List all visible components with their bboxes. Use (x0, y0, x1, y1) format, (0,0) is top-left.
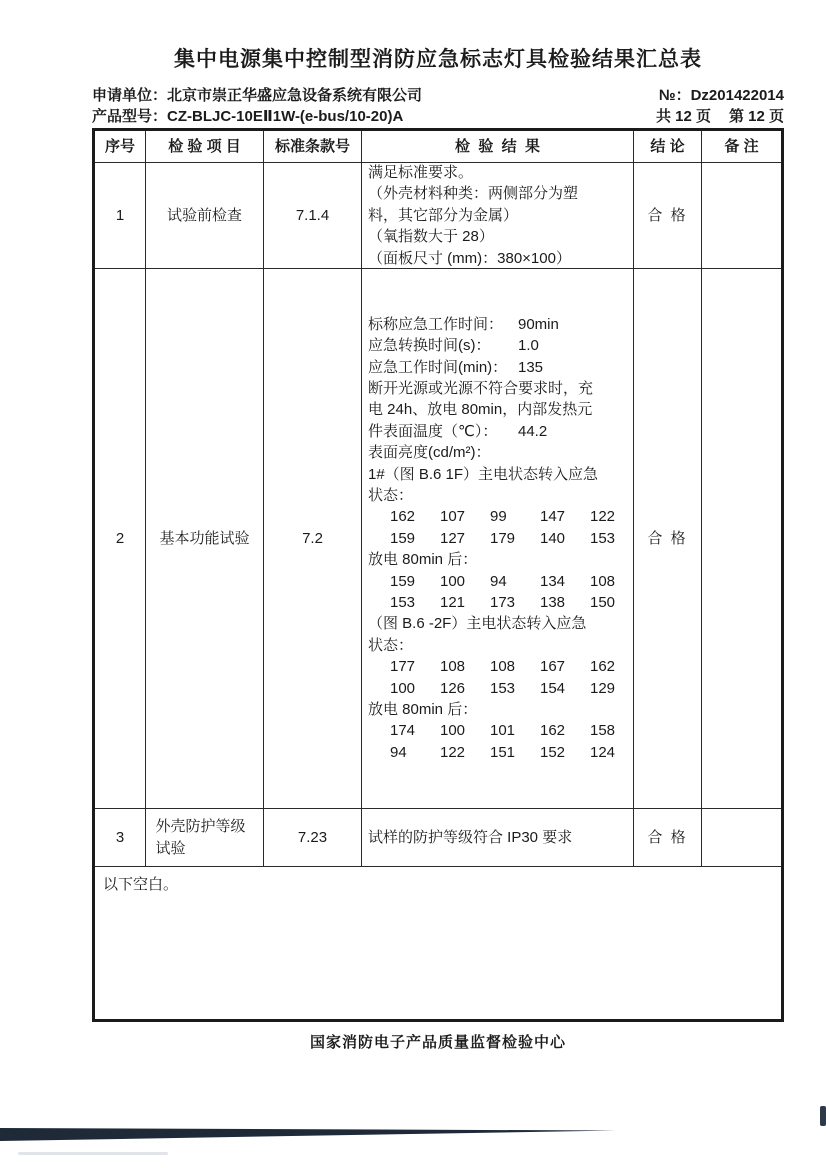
col-header-conclusion: 结 论 (634, 131, 702, 163)
below-blank-note: 以下空白。 (103, 876, 179, 893)
luminance-value: 174 (390, 722, 416, 740)
luminance-value: 134 (540, 572, 566, 590)
result-line (368, 592, 629, 613)
row2-result-cell (362, 269, 634, 809)
luminance-value: 162 (590, 658, 616, 676)
luminance-value: 94 (490, 572, 507, 590)
luminance-value: 167 (540, 658, 566, 676)
luminance-value: 159 (390, 572, 416, 590)
pages-current: 第 12 页 (728, 108, 784, 125)
row2-remark-cell (702, 269, 781, 809)
row1-clause-cell: 7.1.4 (264, 163, 362, 269)
result-line: （氧指数大于 28） (368, 228, 494, 246)
result-line: 试样的防护等级符合 IP30 要求 (368, 828, 573, 846)
luminance-value: 108 (490, 658, 516, 676)
result-line: 状态： (368, 636, 414, 654)
row3-clause-cell: 7.23 (264, 809, 362, 867)
applicant-value: 北京市崇正华盛应急设备系统有限公司 (167, 87, 423, 104)
luminance-value: 162 (540, 722, 566, 740)
col-header-seq: 序号 (95, 131, 146, 163)
row3-remark-cell (702, 809, 781, 867)
row3-conclusion-cell: 合 格 (634, 809, 702, 867)
luminance-value: 147 (540, 508, 566, 526)
luminance-value: 122 (590, 508, 616, 526)
result-line: 料，其它部分为金属） (368, 206, 519, 224)
luminance-value: 153 (390, 594, 416, 612)
result-line: （图 B.6 -2F）主电状态转入应急 (368, 615, 587, 633)
col-header-clause: 标准条款号 (264, 131, 362, 163)
result-line (368, 528, 629, 549)
col-header-item: 检 验 项 目 (146, 131, 264, 163)
luminance-value: 108 (590, 572, 616, 590)
luminance-value: 162 (390, 508, 416, 526)
row1-seq-cell: 1 (95, 163, 146, 269)
result-line: 1#（图 B.6 1F）主电状态转入应急 (368, 465, 599, 483)
luminance-value: 153 (590, 529, 616, 547)
result-label: 应急转换时间(s)： (368, 337, 491, 355)
model-label: 产品型号： (92, 108, 168, 125)
luminance-value: 140 (540, 529, 566, 547)
page-count-line (656, 106, 784, 127)
luminance-value: 127 (440, 529, 466, 547)
luminance-value: 121 (440, 594, 466, 612)
row3-result-cell (362, 809, 634, 867)
luminance-value: 126 (440, 679, 466, 697)
result-line: 状态： (368, 486, 414, 504)
luminance-value: 94 (390, 743, 407, 761)
col-header-remark: 备 注 (702, 131, 781, 163)
col-header-result: 检 验 结 果 (362, 131, 634, 163)
row2-seq-cell: 2 (95, 269, 146, 809)
document-meta (92, 85, 784, 127)
scan-smudge-artifact (18, 1152, 168, 1155)
report-no-label: №： (658, 87, 691, 104)
result-line: 电 24h、放电 80min，内部发热元 (368, 401, 593, 419)
row2-conclusion-cell: 合 格 (634, 269, 702, 809)
luminance-value: 151 (490, 743, 516, 761)
result-line (368, 720, 629, 741)
report-no-line (659, 85, 784, 106)
result-line: 表面亮度(cd/m²)： (368, 444, 491, 462)
row3-item-cell (146, 809, 264, 867)
document-title: 集中电源集中控制型消防应急标志灯具检验结果汇总表 (174, 48, 702, 71)
scan-edge-mark-artifact (820, 1106, 826, 1126)
row1-item-cell: 试验前检查 (146, 163, 264, 269)
luminance-value: 158 (590, 722, 616, 740)
luminance-value: 179 (490, 529, 516, 547)
result-line (368, 335, 629, 356)
luminance-value: 177 (390, 658, 416, 676)
model-line (92, 106, 403, 127)
inspection-results-table (92, 128, 784, 1022)
row1-conclusion-cell: 合 格 (634, 163, 702, 269)
scan-streak-artifact (0, 1128, 616, 1141)
result-line (368, 357, 629, 378)
result-value: 135 (518, 358, 544, 376)
result-line (368, 678, 629, 699)
luminance-value: 100 (440, 722, 466, 740)
luminance-value: 99 (490, 508, 507, 526)
luminance-value: 107 (440, 508, 466, 526)
result-line (368, 656, 629, 677)
issuing-organization: 国家消防电子产品质量监督检验中心 (309, 1034, 566, 1051)
scan-artifacts (0, 1100, 826, 1168)
result-line: 放电 80min 后： (368, 701, 478, 719)
result-line: （面板尺寸 (mm)：380×100） (368, 249, 571, 267)
result-line: 断开光源或光源不符合要求时，充 (368, 379, 594, 397)
luminance-value: 108 (440, 658, 466, 676)
luminance-value: 154 (540, 679, 566, 697)
row2-clause-cell: 7.2 (264, 269, 362, 809)
row2-item-cell: 基本功能试验 (146, 269, 264, 809)
row1-result-cell (362, 163, 634, 269)
luminance-value: 124 (590, 743, 616, 761)
applicant-label: 申请单位： (92, 87, 168, 104)
result-value: 90min (518, 315, 559, 333)
result-line (368, 506, 629, 527)
result-label: 应急工作时间(min)： (368, 358, 508, 376)
luminance-value: 100 (390, 679, 416, 697)
luminance-value: 122 (440, 743, 466, 761)
luminance-value: 100 (440, 572, 466, 590)
result-line: 放电 80min 后： (368, 551, 478, 569)
luminance-value: 152 (540, 743, 566, 761)
result-line (368, 314, 629, 335)
row3-item-text: 外壳防护等级试验 (155, 817, 246, 857)
luminance-value: 129 (590, 679, 616, 697)
meta-row-applicant (92, 85, 784, 106)
result-value: 44.2 (518, 422, 548, 440)
result-line: 满足标准要求。 (368, 163, 474, 181)
row1-remark-cell (702, 163, 781, 269)
model-value: CZ-BLJC-10EⅡ1W-(e-bus/10-20)A (167, 108, 404, 125)
result-line (368, 421, 629, 442)
result-value: 1.0 (518, 337, 539, 355)
meta-row-model (92, 106, 784, 127)
applicant-line (92, 85, 422, 106)
result-line (368, 571, 629, 592)
report-no-value: Dz201422014 (690, 87, 784, 104)
luminance-value: 153 (490, 679, 516, 697)
result-line: （外壳材料种类：两侧部分为塑 (368, 185, 579, 203)
luminance-value: 101 (490, 722, 516, 740)
luminance-value: 138 (540, 594, 566, 612)
row3-seq-cell: 3 (95, 809, 146, 867)
result-label: 标称应急工作时间： (368, 315, 504, 333)
pages-total: 共 12 页 (655, 108, 711, 125)
result-label: 件表面温度（℃）： (368, 422, 498, 440)
result-line (368, 742, 629, 763)
luminance-value: 159 (390, 529, 416, 547)
luminance-value: 173 (490, 594, 516, 612)
luminance-value: 150 (590, 594, 616, 612)
